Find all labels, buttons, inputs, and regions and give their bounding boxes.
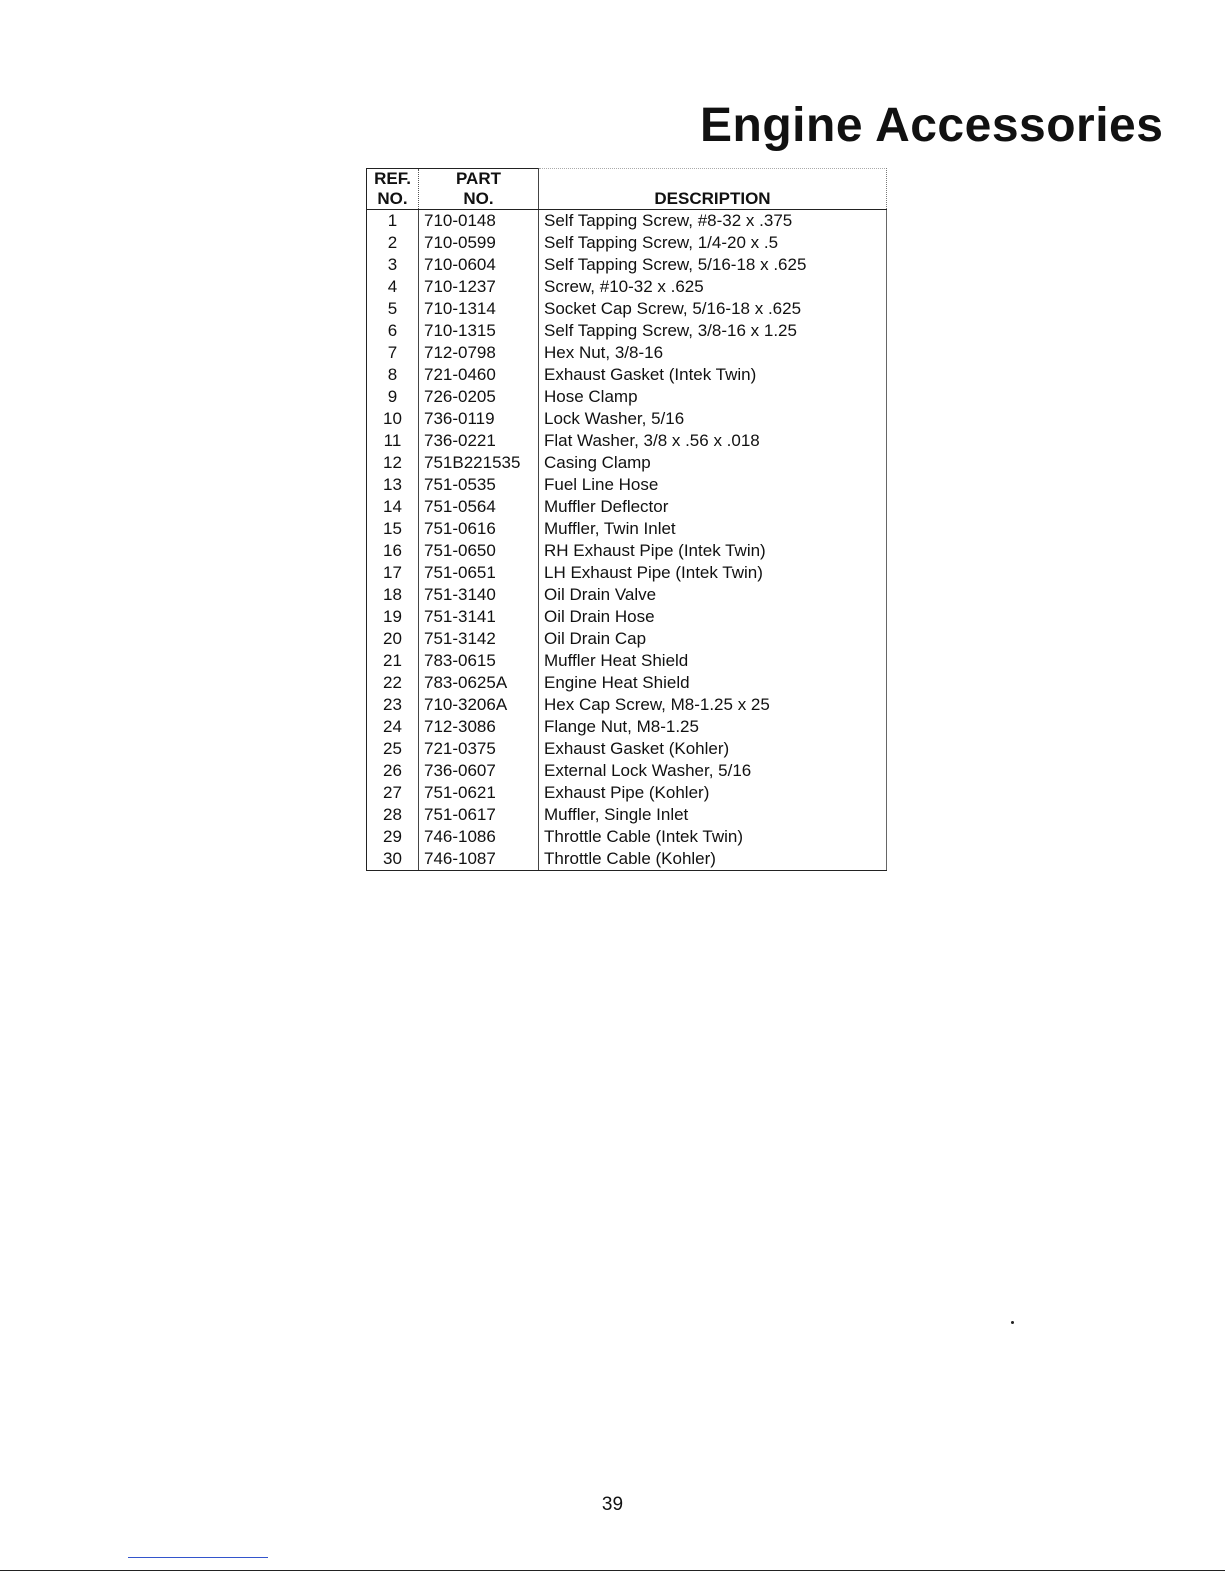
table-row [367, 430, 887, 452]
ref-no-cell: 4 [367, 276, 419, 298]
table-row [367, 760, 887, 782]
part-no-cell: 751-0621 [419, 782, 539, 804]
part-no-cell: 751B221535 [419, 452, 539, 474]
description-cell: Self Tapping Screw, 1/4-20 x .5 [539, 232, 887, 254]
description-cell: Throttle Cable (Kohler) [539, 848, 887, 871]
part-no-cell: 751-0617 [419, 804, 539, 826]
part-no-cell: 721-0375 [419, 738, 539, 760]
ref-no-cell: 19 [367, 606, 419, 628]
ref-no-cell: 5 [367, 298, 419, 320]
ref-no-cell: 7 [367, 342, 419, 364]
ref-no-cell: 13 [367, 474, 419, 496]
ref-no-cell: 21 [367, 650, 419, 672]
ref-no-cell: 16 [367, 540, 419, 562]
description-header: DESCRIPTION [539, 169, 887, 210]
ref-no-cell: 12 [367, 452, 419, 474]
ref-no-cell: 27 [367, 782, 419, 804]
ref-no-header [367, 169, 419, 210]
table-row [367, 672, 887, 694]
table-row [367, 650, 887, 672]
description-cell: Throttle Cable (Intek Twin) [539, 826, 887, 848]
table-row [367, 826, 887, 848]
ref-no-cell: 22 [367, 672, 419, 694]
description-cell: Hose Clamp [539, 386, 887, 408]
page-number: 39 [601, 1494, 624, 1515]
table-row [367, 628, 887, 650]
parts-table [366, 168, 887, 871]
part-no-cell: 746-1086 [419, 826, 539, 848]
description-cell: Flat Washer, 3/8 x .56 x .018 [539, 430, 887, 452]
part-no-cell: 712-0798 [419, 342, 539, 364]
table-row [367, 518, 887, 540]
part-no-cell: 736-0607 [419, 760, 539, 782]
ref-no-cell: 26 [367, 760, 419, 782]
part-no-cell: 710-3206A [419, 694, 539, 716]
part-no-cell: 726-0205 [419, 386, 539, 408]
table-row [367, 782, 887, 804]
part-no-header [419, 169, 539, 210]
table-row [367, 694, 887, 716]
description-cell: Exhaust Pipe (Kohler) [539, 782, 887, 804]
description-cell: Fuel Line Hose [539, 474, 887, 496]
description-cell: Engine Heat Shield [539, 672, 887, 694]
table-row [367, 562, 887, 584]
description-cell: RH Exhaust Pipe (Intek Twin) [539, 540, 887, 562]
part-no-cell: 721-0460 [419, 364, 539, 386]
table-row [367, 804, 887, 826]
description-cell: Oil Drain Hose [539, 606, 887, 628]
table-row [367, 738, 887, 760]
description-cell: Hex Nut, 3/8-16 [539, 342, 887, 364]
ref-no-cell: 15 [367, 518, 419, 540]
part-no-cell: 746-1087 [419, 848, 539, 871]
description-cell: Oil Drain Valve [539, 584, 887, 606]
ref-no-cell: 18 [367, 584, 419, 606]
ref-no-cell: 17 [367, 562, 419, 584]
part-no-cell: 710-1314 [419, 298, 539, 320]
parts-table-body [367, 210, 887, 871]
table-row [367, 848, 887, 871]
ref-no-cell: 20 [367, 628, 419, 650]
ref-no-cell: 8 [367, 364, 419, 386]
part-header-line1: PART [455, 169, 501, 188]
bottom-rule [0, 1570, 1225, 1571]
table-row [367, 210, 887, 233]
table-row [367, 364, 887, 386]
description-cell: External Lock Washer, 5/16 [539, 760, 887, 782]
part-no-cell: 751-0564 [419, 496, 539, 518]
ref-header-line1: REF. [374, 169, 411, 188]
ref-no-cell: 23 [367, 694, 419, 716]
description-cell: Muffler Deflector [539, 496, 887, 518]
description-cell: Self Tapping Screw, #8-32 x .375 [539, 210, 887, 233]
table-row [367, 540, 887, 562]
description-cell: Muffler, Single Inlet [539, 804, 887, 826]
part-no-cell: 710-0604 [419, 254, 539, 276]
ref-no-cell: 2 [367, 232, 419, 254]
description-cell: Self Tapping Screw, 5/16-18 x .625 [539, 254, 887, 276]
description-cell: Flange Nut, M8-1.25 [539, 716, 887, 738]
part-no-cell: 751-0651 [419, 562, 539, 584]
part-no-cell: 736-0221 [419, 430, 539, 452]
table-row [367, 474, 887, 496]
table-row [367, 232, 887, 254]
ref-no-cell: 1 [367, 210, 419, 233]
ref-no-cell: 10 [367, 408, 419, 430]
part-no-cell: 712-3086 [419, 716, 539, 738]
ref-no-cell: 14 [367, 496, 419, 518]
ref-no-cell: 3 [367, 254, 419, 276]
ref-header-line2: NO. [377, 189, 408, 208]
table-row [367, 452, 887, 474]
page-title: Engine Accessories [700, 99, 1164, 152]
description-cell: LH Exhaust Pipe (Intek Twin) [539, 562, 887, 584]
description-cell: Muffler Heat Shield [539, 650, 887, 672]
description-cell: Socket Cap Screw, 5/16-18 x .625 [539, 298, 887, 320]
description-cell: Casing Clamp [539, 452, 887, 474]
description-cell: Exhaust Gasket (Kohler) [539, 738, 887, 760]
ref-no-cell: 29 [367, 826, 419, 848]
bottom-link-mark [128, 1557, 268, 1558]
part-header-line2: NO. [463, 189, 494, 208]
part-no-cell: 751-0616 [419, 518, 539, 540]
ref-no-cell: 25 [367, 738, 419, 760]
part-no-cell: 710-0148 [419, 210, 539, 233]
part-no-cell: 751-3142 [419, 628, 539, 650]
table-row [367, 276, 887, 298]
header-row [367, 169, 887, 210]
part-no-cell: 736-0119 [419, 408, 539, 430]
part-no-cell: 751-0535 [419, 474, 539, 496]
parts-table-header [367, 169, 887, 210]
part-no-cell: 710-0599 [419, 232, 539, 254]
description-cell: Oil Drain Cap [539, 628, 887, 650]
part-no-cell: 783-0625A [419, 672, 539, 694]
ref-no-cell: 28 [367, 804, 419, 826]
part-no-cell: 710-1237 [419, 276, 539, 298]
part-no-cell: 751-0650 [419, 540, 539, 562]
part-no-cell: 783-0615 [419, 650, 539, 672]
ref-no-cell: 24 [367, 716, 419, 738]
description-cell: Screw, #10-32 x .625 [539, 276, 887, 298]
table-row [367, 584, 887, 606]
description-cell: Hex Cap Screw, M8-1.25 x 25 [539, 694, 887, 716]
table-row [367, 342, 887, 364]
description-cell: Exhaust Gasket (Intek Twin) [539, 364, 887, 386]
table-row [367, 408, 887, 430]
part-no-cell: 751-3140 [419, 584, 539, 606]
table-row [367, 386, 887, 408]
table-row [367, 298, 887, 320]
table-row [367, 496, 887, 518]
description-cell: Self Tapping Screw, 3/8-16 x 1.25 [539, 320, 887, 342]
description-cell: Lock Washer, 5/16 [539, 408, 887, 430]
description-cell: Muffler, Twin Inlet [539, 518, 887, 540]
ref-no-cell: 9 [367, 386, 419, 408]
table-row [367, 254, 887, 276]
ref-no-cell: 6 [367, 320, 419, 342]
part-no-cell: 710-1315 [419, 320, 539, 342]
table-row [367, 606, 887, 628]
table-row [367, 320, 887, 342]
part-no-cell: 751-3141 [419, 606, 539, 628]
ref-no-cell: 30 [367, 848, 419, 871]
table-row [367, 716, 887, 738]
scan-speck [1011, 1321, 1014, 1324]
ref-no-cell: 11 [367, 430, 419, 452]
